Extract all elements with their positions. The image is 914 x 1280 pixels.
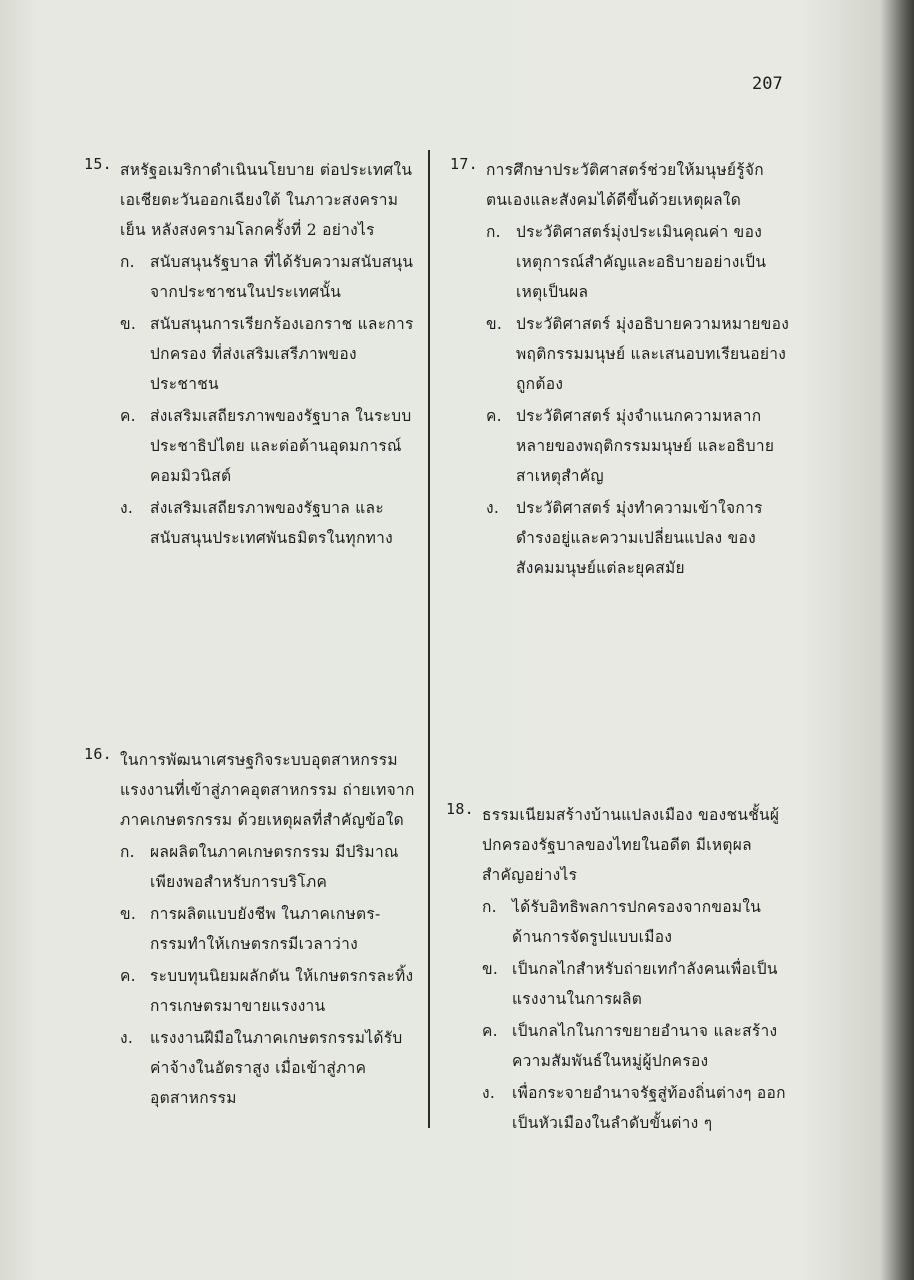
option-text: เพื่อกระจายอำนาจรัฐสู่ท้องถิ่นต่างๆ ออกเป็นหัวเมืองในลำดับขั้นต่าง ๆ: [512, 1084, 786, 1132]
option-kho: [486, 309, 790, 399]
option-ko: [120, 837, 416, 897]
question-text: การศึกษาประวัติศาสตร์ช่วยให้มนุษย์รู้จักตนเองและสังคมได้ดีขึ้นด้วยเหตุผลใด: [486, 161, 764, 209]
column-divider: [428, 150, 430, 1128]
option-label: ข.: [486, 315, 503, 333]
option-label: ค.: [486, 407, 502, 425]
question-text: ธรรมเนียมสร้างบ้านแปลงเมือง ของชนชั้นผู้ปกครองรัฐบาลของไทยในอดีต มีเหตุผลสำคัญอย่างไร: [482, 806, 780, 884]
option-kho-khwai: [486, 401, 790, 491]
option-label: ง.: [486, 499, 500, 517]
option-text: เป็นกลไกในการขยายอำนาจ และสร้างความสัมพันธ์ในหมู่ผู้ปกครอง: [512, 1022, 778, 1070]
option-label: ง.: [120, 499, 134, 517]
option-label: ง.: [120, 1029, 134, 1047]
option-text: ส่งเสริมเสถียรภาพของรัฐบาล และสนับสนุนประเทศพันธมิตรในทุกทาง: [150, 499, 394, 547]
option-label: ก.: [486, 223, 501, 241]
option-text: ประวัติศาสตร์ มุ่งทำความเข้าใจการดำรงอยู่และความเปลี่ยนแปลง ของสังคมมนุษย์แต่ละยุคสมัย: [516, 499, 763, 577]
option-ngo: [120, 493, 424, 553]
option-label: ก.: [482, 898, 497, 916]
question-number: 17.: [450, 155, 478, 173]
question-text: ในการพัฒนาเศรษฐกิจระบบอุตสาหกรรม แรงงานที่เข้าสู่ภาคอุตสาหกรรม ถ่ายเทจากภาคเกษตรกรรม ด้วยเหตุผลที่สำคัญข้อใด: [120, 751, 415, 829]
option-kho: [482, 954, 786, 1014]
option-text: ส่งเสริมเสถียรภาพของรัฐบาล ในระบบประชาธิปไตย และต่อต้านอุดมการณ์คอมมิวนิสต์: [150, 407, 412, 485]
option-ngo: [120, 1023, 416, 1113]
option-text: การผลิตแบบยังชีพ ในภาคเกษตร-กรรมทำให้เกษตรกรมีเวลาว่าง: [150, 905, 381, 953]
option-list: [120, 247, 424, 553]
option-kho-khwai: [120, 401, 424, 491]
option-text: แรงงานฝีมือในภาคเกษตรกรรมได้รับค่าจ้างในอัตราสูง เมื่อเข้าสู่ภาคอุตสาหกรรม: [150, 1029, 403, 1107]
option-text: ประวัติศาสตร์ มุ่งอธิบายความหมายของพฤติกรรมมนุษย์ และเสนอบทเรียนอย่างถูกต้อง: [516, 315, 790, 393]
question-15: [84, 155, 424, 555]
option-ko: [120, 247, 424, 307]
option-list: [482, 892, 786, 1138]
option-text: ผลผลิตในภาคเกษตรกรรม มีปริมาณเพียงพอสำหรับการบริโภค: [150, 843, 399, 891]
option-label: ง.: [482, 1084, 496, 1102]
option-text: ระบบทุนนิยมผลักดัน ให้เกษตรกรละทิ้งการเกษตรมาขายแรงงาน: [150, 967, 414, 1015]
option-list: [486, 217, 790, 583]
option-ko: [486, 217, 790, 307]
option-label: ก.: [120, 843, 135, 861]
question-text: สหรัฐอเมริกาดำเนินนโยบาย ต่อประเทศในเอเชียตะวันออกเฉียงใต้ ในภาวะสงครามเย็น หลังสงครามโลกครั้งที่ 2 อย่างไร: [120, 161, 413, 239]
page-number: 207: [752, 74, 783, 94]
option-text: สนับสนุนการเรียกร้องเอกราช และการปกครอง ที่ส่งเสริมเสรีภาพของประชาชน: [150, 315, 414, 393]
option-kho: [120, 899, 416, 959]
option-text: ประวัติศาสตร์มุ่งประเมินคุณค่า ของเหตุการณ์สำคัญและอธิบายอย่างเป็นเหตุเป็นผล: [516, 223, 767, 301]
option-list: [120, 837, 416, 1113]
option-label: ข.: [120, 905, 137, 923]
option-kho-khwai: [482, 1016, 786, 1076]
option-ngo: [486, 493, 790, 583]
question-number: 16.: [84, 745, 112, 763]
option-kho-khwai: [120, 961, 416, 1021]
question-18: [446, 800, 786, 1140]
option-ngo: [482, 1078, 786, 1138]
option-kho: [120, 309, 424, 399]
option-text: สนับสนุนรัฐบาล ที่ได้รับความสนับสนุน จากประชาชนในประเทศนั้น: [150, 253, 414, 301]
option-label: ก.: [120, 253, 135, 271]
question-number: 15.: [84, 155, 112, 173]
option-label: ค.: [120, 967, 136, 985]
option-text: เป็นกลไกสำหรับถ่ายเทกำลังคนเพื่อเป็นแรงงานในการผลิต: [512, 960, 778, 1008]
option-label: ข.: [482, 960, 499, 978]
option-ko: [482, 892, 786, 952]
option-text: ได้รับอิทธิพลการปกครองจากขอมในด้านการจัดรูปแบบเมือง: [512, 898, 762, 946]
question-16: [84, 745, 416, 1115]
option-label: ค.: [482, 1022, 498, 1040]
question-number: 18.: [446, 800, 474, 818]
question-17: [450, 155, 790, 585]
option-label: ข.: [120, 315, 137, 333]
option-label: ค.: [120, 407, 136, 425]
option-text: ประวัติศาสตร์ มุ่งจำแนกความหลากหลายของพฤติกรรมมนุษย์ และอธิบายสาเหตุสำคัญ: [516, 407, 775, 485]
